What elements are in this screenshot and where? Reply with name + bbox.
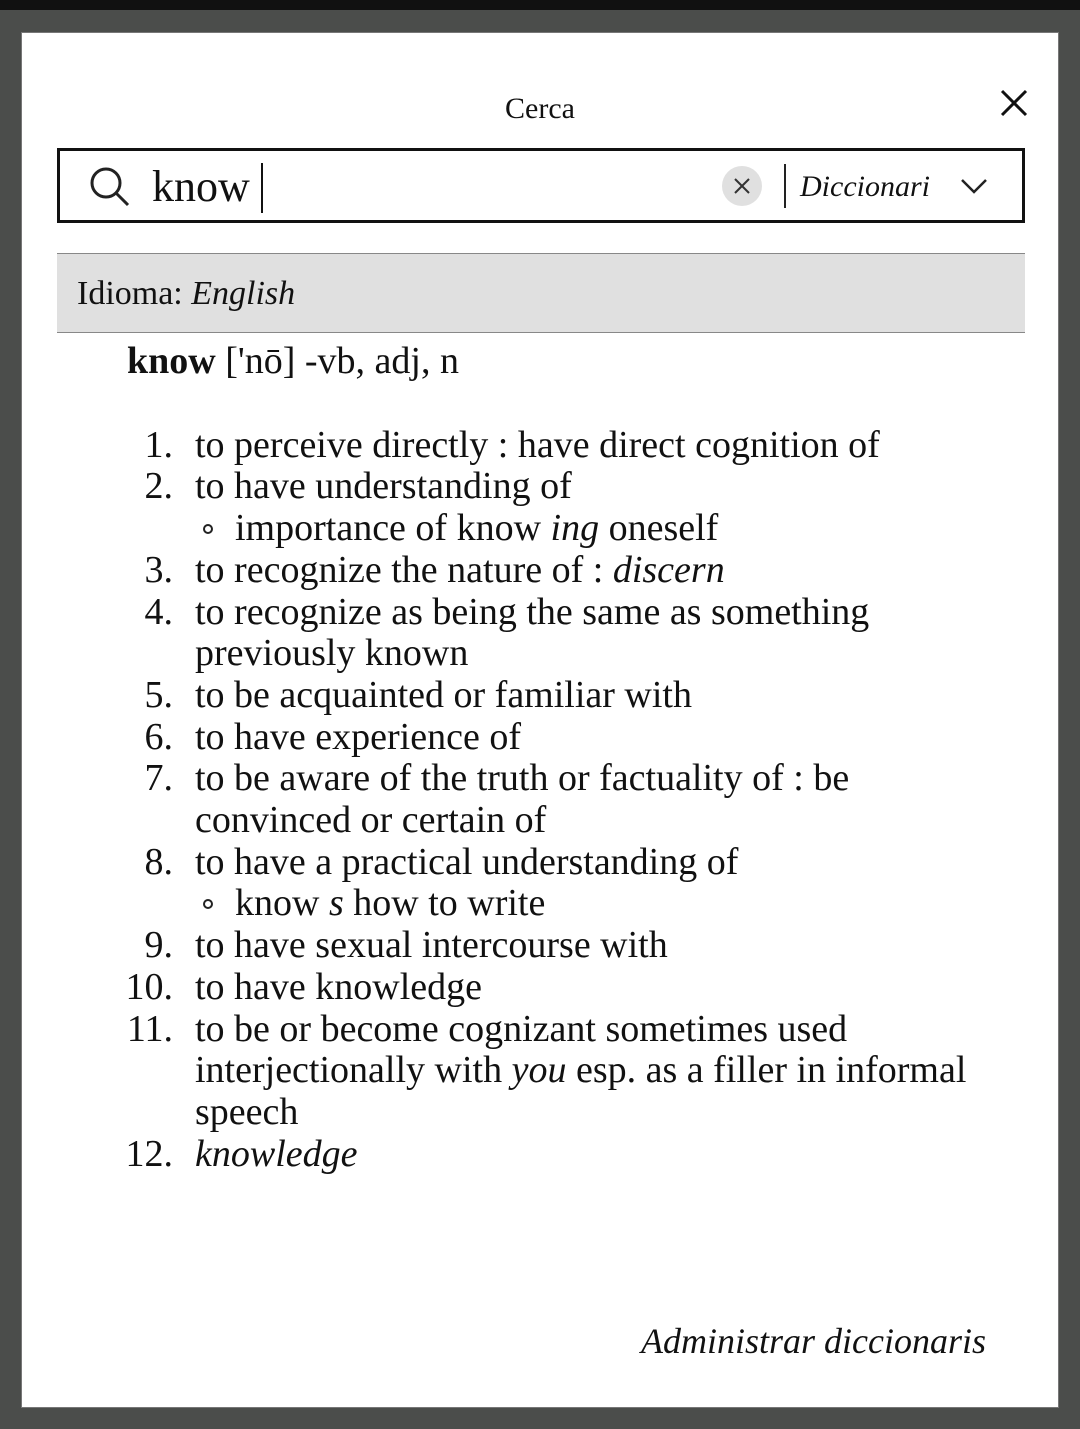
text-caret — [261, 163, 263, 213]
chevron-down-icon — [960, 177, 988, 195]
sense-text — [195, 550, 987, 592]
sense-number: 4. — [144, 590, 173, 633]
example-text-end: oneself — [599, 507, 719, 550]
entry-headline — [127, 341, 987, 383]
sense-example — [195, 508, 987, 550]
top-status-bar — [0, 0, 1080, 10]
sense-item — [127, 675, 987, 717]
sense-text: to have sexual intercourse with — [195, 924, 668, 967]
sense-text: to recognize as being the same as something previously known — [195, 590, 870, 675]
dialog-title: Cerca — [505, 92, 575, 125]
source-dropdown[interactable] — [800, 161, 1010, 213]
sense-number: 8. — [144, 840, 173, 883]
sense-item — [127, 425, 987, 467]
sense-item — [127, 717, 987, 759]
sense-item — [127, 550, 987, 592]
bullet-circle-icon — [203, 524, 213, 534]
manage-dictionaries-link[interactable]: Administrar diccionaris — [640, 1321, 986, 1361]
sense-emphasis: discern — [612, 548, 725, 591]
search-field[interactable] — [57, 148, 1025, 223]
sense-text: knowledge — [195, 1132, 358, 1175]
sense-text-part: to be or become cognizant sometimes used interjectionally with — [195, 1007, 848, 1092]
sense-number: 7. — [144, 757, 173, 800]
sense-text: to be aware of the truth or factuality of : be convinced or certain of — [195, 757, 850, 842]
search-icon — [88, 165, 132, 209]
sense-text: to have experience of — [195, 715, 521, 758]
sense-item — [127, 758, 987, 841]
example-text-end: how to write — [343, 882, 546, 925]
language-label: Idioma: — [77, 275, 183, 312]
example-emphasis: ing — [550, 507, 600, 550]
sense-number: 5. — [144, 673, 173, 716]
pronunciation: ['nō] -vb, adj, n — [225, 340, 459, 382]
sense-number: 2. — [144, 465, 173, 508]
clear-x-icon — [732, 176, 752, 196]
sense-number: 3. — [144, 548, 173, 591]
sense-text-part: to recognize the nature of : — [195, 548, 613, 591]
sense-emphasis: you — [511, 1049, 567, 1092]
sense-example — [195, 883, 987, 925]
sense-text: to be acquainted or familiar with — [195, 673, 692, 716]
sense-list — [127, 425, 987, 1176]
sense-number: 11. — [126, 1007, 173, 1050]
sense-item — [127, 466, 987, 549]
search-input[interactable]: know — [152, 162, 250, 211]
sense-number: 10. — [125, 965, 173, 1008]
dictionary-entry — [127, 341, 987, 1175]
example-emphasis: s — [328, 882, 344, 925]
sense-number: 6. — [144, 715, 173, 758]
bullet-circle-icon — [203, 899, 213, 909]
close-icon[interactable] — [998, 87, 1030, 119]
sense-item — [127, 1009, 987, 1134]
sense-text — [195, 1009, 987, 1134]
sense-number: 1. — [144, 423, 173, 466]
search-dialog — [21, 32, 1059, 1408]
sense-item — [127, 592, 987, 675]
sense-text: to have understanding of — [195, 465, 572, 508]
source-label: Diccionari — [800, 170, 930, 203]
clear-search-button[interactable] — [722, 166, 762, 206]
headword: know — [127, 340, 216, 382]
sense-text-end: esp. as a filler in informal speech — [195, 1049, 967, 1133]
language-bar — [57, 253, 1025, 333]
sense-text: to have a practical understanding of — [195, 840, 739, 883]
sense-item — [127, 967, 987, 1009]
sense-item — [127, 925, 987, 967]
sense-text: to perceive directly : have direct cognition of — [195, 423, 880, 466]
sense-item — [127, 842, 987, 925]
example-text: importance of know — [235, 507, 551, 550]
language-value: English — [191, 275, 296, 312]
sense-number: 12. — [125, 1132, 173, 1175]
language-text — [77, 274, 295, 314]
sense-item — [127, 1134, 987, 1176]
sense-number: 9. — [144, 924, 173, 967]
example-text: know — [235, 882, 329, 925]
search-divider — [784, 164, 786, 208]
sense-text: to have knowledge — [195, 965, 483, 1008]
